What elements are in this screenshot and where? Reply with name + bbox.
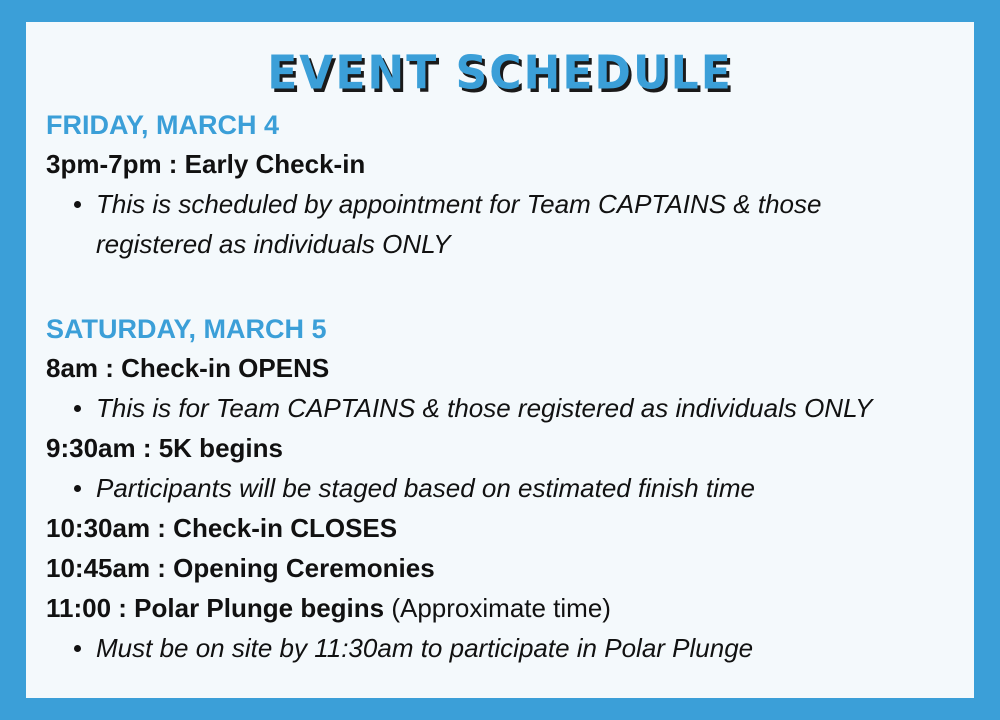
schedule-item-note: (Approximate time): [391, 593, 611, 623]
schedule-card: [26, 22, 974, 698]
schedule-item-bullet: [46, 468, 954, 508]
day-heading-saturday: SATURDAY, MARCH 5: [46, 314, 327, 344]
schedule-item-bullet: [46, 628, 954, 668]
bullet-text: Must be on site by 11:30am to participate in Polar Plunge: [96, 633, 754, 663]
schedule-item-time: 10:45am : Opening Ceremonies: [46, 553, 435, 583]
schedule-item-bullet: [46, 388, 954, 428]
page-title: EVENT SCHEDULE: [267, 46, 733, 101]
schedule-item: [46, 548, 954, 588]
bullet-text: This is for Team CAPTAINS & those registered as individuals ONLY: [96, 393, 873, 423]
schedule-item-time: 10:30am : Check-in CLOSES: [46, 513, 398, 543]
schedule-item-time: 11:00 : Polar Plunge begins: [46, 593, 385, 623]
schedule-item: [46, 428, 954, 468]
day-heading-friday: FRIDAY, MARCH 4: [46, 110, 280, 140]
bullet-dot-icon: [74, 405, 81, 412]
schedule-item-bullet: [46, 184, 926, 264]
bullet-text: Participants will be staged based on estimated finish time: [96, 473, 756, 503]
bullet-text: This is scheduled by appointment for Team CAPTAINS & those registered as individuals ONLY: [96, 189, 822, 259]
schedule-item: [46, 508, 954, 548]
schedule-content: [46, 106, 954, 668]
schedule-item-time: 3pm-7pm : Early Check-in: [46, 149, 366, 179]
schedule-item: [46, 588, 954, 628]
schedule-item-time: 8am : Check-in OPENS: [46, 353, 330, 383]
bullet-dot-icon: [74, 201, 81, 208]
bullet-dot-icon: [74, 645, 81, 652]
schedule-item: [46, 348, 954, 388]
bullet-dot-icon: [74, 485, 81, 492]
schedule-item: [46, 144, 954, 184]
schedule-item-time: 9:30am : 5K begins: [46, 433, 283, 463]
